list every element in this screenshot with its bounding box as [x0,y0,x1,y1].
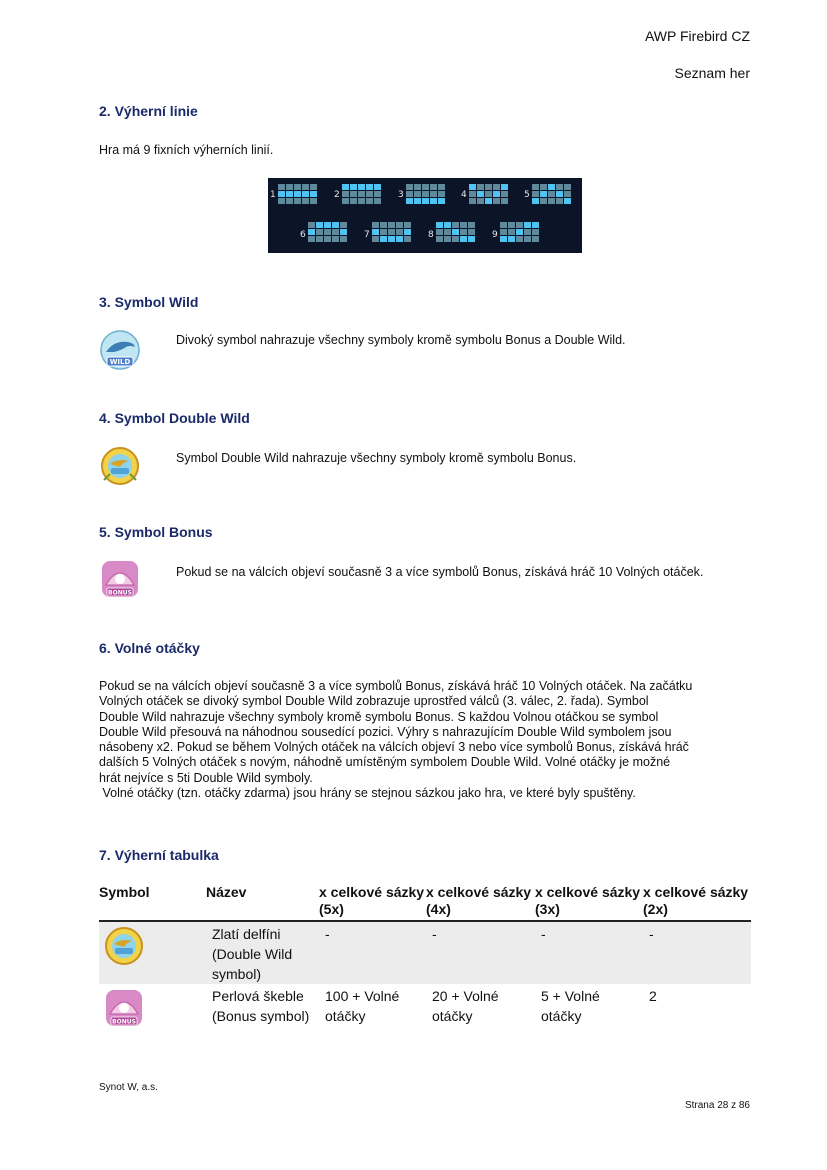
payline-cell [294,191,301,197]
payline-cell [556,184,563,190]
paytable [99,884,751,1044]
payline-cell [524,222,531,228]
payline-cell [436,236,443,242]
row-x4: 20 + Volné otáčky [432,988,499,1024]
payline-cell [493,191,500,197]
payline-cell [316,229,323,235]
payline-cell [404,229,411,235]
payline-grid-7 [372,222,412,244]
payline-cell [350,191,357,197]
payline-cell [452,222,459,228]
payline-cell [302,191,309,197]
free-spins-line: hrát nejvíce s 5ti Double Wild symboly. [99,770,313,785]
payline-cell [342,198,349,204]
payline-cell [460,236,467,242]
section-double-wild-text: Symbol Double Wild nahrazuje všechny symboly kromě symbolu Bonus. [176,451,577,465]
payline-cell [422,191,429,197]
section-wild-text: Divoký symbol nahrazuje všechny symboly kromě symbolu Bonus a Double Wild. [176,333,626,347]
payline-cell [332,229,339,235]
free-spins-line: Volné otáčky (tzn. otáčky zdarma) jsou hrány se stejnou sázkou jako hra, ve které byly spuštěny. [99,786,636,801]
payline-cell [380,229,387,235]
payline-cell [493,184,500,190]
payline-cell [324,229,331,235]
golden-dolphins-double-wild-icon [100,446,140,486]
payline-cell [493,198,500,204]
payline-cell [422,184,429,190]
payline-cell [430,184,437,190]
payline-cell [366,191,373,197]
table-bonus-icon-label: BONUS [112,1018,136,1026]
free-spins-line: Double Wild přesouvá na náhodnou sousedící pozici. Výhry s nahrazujícím Double Wild symbolem jsou [99,724,672,739]
section-double-wild-title: 4. Symbol Double Wild [99,410,250,426]
payline-cell [340,222,347,228]
payline-cell [532,184,539,190]
payline-cell [485,198,492,204]
table-row [99,921,751,984]
payline-cell [406,191,413,197]
payline-cell [556,198,563,204]
payline-cell [532,222,539,228]
col-header-name: Název [206,884,319,921]
payline-label-1: 1 [270,190,276,200]
payline-cell [310,191,317,197]
payline-cell [516,236,523,242]
payline-cell [340,236,347,242]
payline-cell [310,184,317,190]
payline-cell [324,236,331,242]
payline-cell [532,191,539,197]
col-header-x4: x celkové sázky (4x) [426,884,535,921]
free-spins-line: Volných otáček se divoký symbol Double Wild zobrazuje uprostřed válců (3. válec, 2. řada). Symbol [99,694,649,709]
dolphin-wild-icon [100,330,140,370]
payline-cell [524,229,531,235]
payline-cell [404,236,411,242]
payline-grid-5 [532,184,572,206]
payline-cell [380,236,387,242]
payline-cell [564,198,571,204]
row-x4: - [426,921,535,984]
payline-label-7: 7 [364,230,370,240]
payline-cell [396,222,403,228]
payline-cell [308,236,315,242]
payline-cell [372,236,379,242]
payline-cell [540,184,547,190]
wild-icon-label: WILD [109,358,131,366]
payline-cell [388,229,395,235]
payline-cell [516,229,523,235]
free-spins-line: dalších 5 Volných otáček s novým, náhodně umístěným symbolem Double Wild. Volné otáčky je možné [99,755,671,770]
row-x5: 100 + Volné otáčky [325,988,400,1024]
payline-cell [388,222,395,228]
header-subtitle: Seznam her [674,65,750,81]
bonus-icon-label: BONUS [108,589,132,597]
payline-cell [438,191,445,197]
payline-cell [444,236,451,242]
payline-cell [548,191,555,197]
payline-label-2: 2 [334,190,340,200]
row-x3: - [535,921,643,984]
section-paylines-text: Hra má 9 fixních výherních linií. [99,143,274,157]
payline-cell [372,229,379,235]
payline-cell [278,198,285,204]
payline-cell [460,222,467,228]
payline-cell [294,198,301,204]
payline-cell [485,184,492,190]
payline-cell [556,191,563,197]
payline-cell [540,198,547,204]
payline-label-5: 5 [524,190,530,200]
payline-cell [468,229,475,235]
payline-grid-2 [342,184,382,206]
payline-cell [444,222,451,228]
footer-page-number: Strana 28 z 86 [684,1100,750,1111]
payline-cell [308,222,315,228]
payline-cell [548,198,555,204]
payline-cell [294,184,301,190]
payline-cell [436,222,443,228]
payline-cell [342,191,349,197]
payline-grid-1 [278,184,318,206]
free-spins-line: Double Wild nahrazuje všechny symboly kromě symbolu Bonus. S každou Volnou otáčkou se symbol [99,709,659,724]
payline-cell [374,191,381,197]
payline-cell [308,229,315,235]
payline-cell [430,191,437,197]
payline-cell [460,229,467,235]
payline-cell [366,198,373,204]
payline-cell [501,198,508,204]
free-spins-line: násobeny x2. Pokud se během Volných otáček na válcích objeví 3 nebo více symbolů Bonus, získává hráč [99,740,689,755]
payline-cell [324,222,331,228]
payline-cell [332,236,339,242]
payline-cell [438,184,445,190]
payline-label-9: 9 [492,230,498,240]
payline-label-4: 4 [461,190,467,200]
payline-label-6: 6 [300,230,306,240]
free-spins-line: Pokud se na válcích objeví současně 3 a více symbolů Bonus, získává hráč 10 Volných otáček. Na začátku [99,679,693,693]
payline-cell [332,222,339,228]
paylines-image [268,178,582,253]
payline-cell [500,236,507,242]
payline-cell [340,229,347,235]
payline-cell [350,198,357,204]
payline-label-3: 3 [398,190,404,200]
payline-cell [540,191,547,197]
payline-cell [342,184,349,190]
row-x5: - [319,921,426,984]
payline-cell [278,184,285,190]
section-free-spins-text [99,679,754,801]
col-header-x5: x celkové sázky (5x) [319,884,426,921]
payline-cell [414,191,421,197]
row-x3: 5 + Volné otáčky [541,988,600,1024]
payline-grid-3 [406,184,446,206]
col-header-symbol: Symbol [99,884,206,921]
payline-cell [548,184,555,190]
payline-cell [278,191,285,197]
golden-dolphins-double-wild-icon [104,926,144,966]
header-title: AWP Firebird CZ [644,28,750,44]
payline-cell [316,222,323,228]
payline-cell [508,229,515,235]
row-x2: - [643,921,751,984]
payline-cell [372,222,379,228]
payline-cell [508,236,515,242]
footer-company: Synot W, a.s. [99,1082,158,1093]
payline-cell [438,198,445,204]
row-symbol-cell [99,921,206,984]
payline-label-8: 8 [428,230,434,240]
payline-cell [404,222,411,228]
payline-cell [396,236,403,242]
payline-cell [468,236,475,242]
payline-cell [430,198,437,204]
payline-cell [406,198,413,204]
payline-cell [508,222,515,228]
section-bonus-title: 5. Symbol Bonus [99,524,213,540]
payline-cell [366,184,373,190]
payline-cell [444,229,451,235]
payline-grid-4 [469,184,509,206]
payline-cell [564,184,571,190]
payline-cell [516,222,523,228]
payline-cell [350,184,357,190]
payline-cell [468,222,475,228]
payline-cell [414,198,421,204]
payline-grid-6 [308,222,348,244]
payline-cell [396,229,403,235]
payline-cell [532,229,539,235]
payline-cell [469,198,476,204]
section-wild-title: 3. Symbol Wild [99,294,199,310]
payline-cell [358,191,365,197]
row-x2: 2 [649,988,657,1004]
payline-cell [469,184,476,190]
payline-cell [452,229,459,235]
row-name: Zlatí delfíni (Double Wild symbol) [206,921,319,984]
table-row [99,984,751,1044]
payline-grid-9 [500,222,540,244]
payline-cell [477,198,484,204]
payline-cell [358,198,365,204]
paytable-header-row [99,884,751,921]
payline-cell [380,222,387,228]
payline-cell [422,198,429,204]
col-header-x3: x celkové sázky (3x) [535,884,643,921]
payline-cell [500,229,507,235]
pearl-shell-bonus-icon [100,559,140,599]
payline-cell [477,191,484,197]
payline-cell [469,191,476,197]
payline-cell [358,184,365,190]
payline-cell [316,236,323,242]
payline-cell [501,184,508,190]
payline-cell [501,191,508,197]
payline-cell [302,184,309,190]
payline-cell [286,184,293,190]
payline-cell [564,191,571,197]
payline-cell [524,236,531,242]
payline-cell [374,184,381,190]
payline-cell [477,184,484,190]
col-header-x2: x celkové sázky (2x) [643,884,751,921]
payline-cell [388,236,395,242]
section-paytable-title: 7. Výherní tabulka [99,847,219,863]
section-paylines-title: 2. Výherní linie [99,103,198,119]
payline-cell [302,198,309,204]
payline-cell [406,184,413,190]
payline-cell [414,184,421,190]
section-free-spins-title: 6. Volné otáčky [99,640,200,656]
pearl-shell-bonus-icon [104,988,144,1028]
payline-cell [532,198,539,204]
payline-cell [374,198,381,204]
section-bonus-text: Pokud se na válcích objeví současně 3 a více symbolů Bonus, získává hráč 10 Volných otáček. [176,565,704,579]
payline-cell [500,222,507,228]
row-symbol-cell [99,984,206,1044]
payline-cell [286,191,293,197]
row-name: Perlová škeble (Bonus symbol) [212,988,310,1024]
payline-cell [286,198,293,204]
payline-cell [532,236,539,242]
payline-cell [436,229,443,235]
payline-cell [310,198,317,204]
payline-grid-8 [436,222,476,244]
payline-cell [485,191,492,197]
payline-cell [452,236,459,242]
